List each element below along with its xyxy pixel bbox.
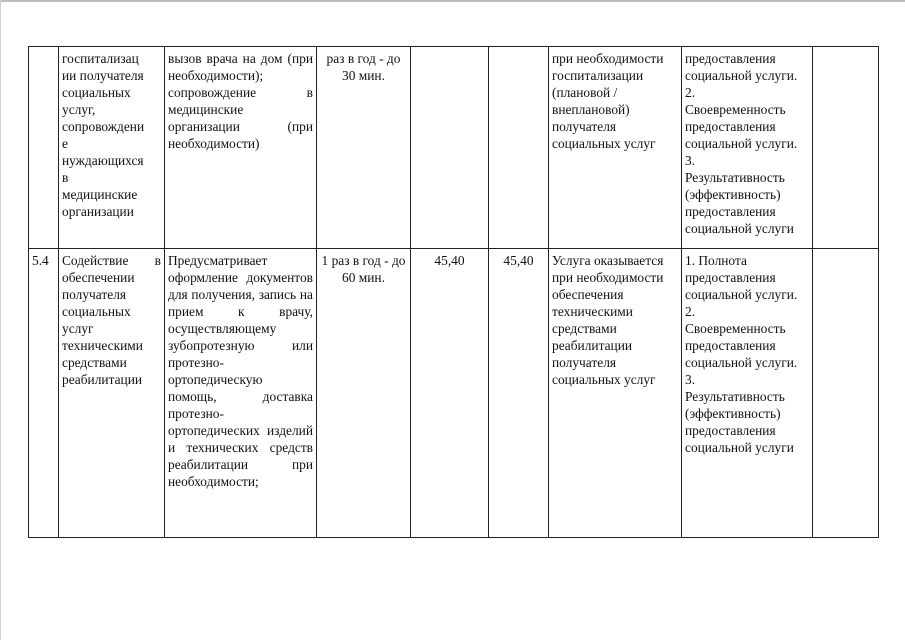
frequency-cell: раз в год - до 30 мин. bbox=[317, 47, 411, 249]
criteria-line: социальной услуги bbox=[685, 440, 794, 455]
service-name-line: госпитализац bbox=[62, 51, 139, 66]
row-number-cell bbox=[29, 47, 59, 249]
tariff-cell: 45,40 bbox=[411, 249, 489, 538]
criteria-line: 3. bbox=[685, 372, 696, 387]
service-name-line: ии получателя bbox=[62, 68, 144, 83]
criteria-cell bbox=[682, 47, 813, 249]
criteria-line: 1. Полнота bbox=[685, 253, 747, 268]
service-name-line: сопровождени bbox=[62, 119, 145, 134]
criteria-line: предоставления bbox=[685, 51, 776, 66]
criteria-line: социальной услуги. bbox=[685, 68, 798, 83]
criteria-line: (эффективность) bbox=[685, 187, 781, 202]
scan-edge-top bbox=[0, 0, 905, 2]
criteria-line: предоставления bbox=[685, 338, 776, 353]
criteria-line: социальной услуги. bbox=[685, 355, 798, 370]
conditions-cell: при необходимости госпитализации (плановой /внеплановой) получателя социальных услуг bbox=[549, 47, 682, 249]
criteria-line: Результативность bbox=[685, 389, 785, 404]
service-name-line: услуг, bbox=[62, 102, 96, 117]
extra-cell bbox=[813, 249, 879, 538]
criteria-line: предоставления bbox=[685, 119, 776, 134]
frequency-cell: 1 раз в год - до 60 мин. bbox=[317, 249, 411, 538]
table-row bbox=[29, 249, 879, 538]
criteria-line: социальной услуги bbox=[685, 221, 794, 236]
row-number-cell: 5.4 bbox=[29, 249, 59, 538]
criteria-line: 2. bbox=[685, 85, 696, 100]
criteria-line: Своевременность bbox=[685, 102, 786, 117]
criteria-line: Результативность bbox=[685, 170, 785, 185]
services-table bbox=[28, 46, 879, 538]
scan-edge-left bbox=[0, 0, 1, 640]
tariff-cell: 45,40 bbox=[489, 249, 549, 538]
criteria-line: предоставления bbox=[685, 204, 776, 219]
criteria-line: предоставления bbox=[685, 423, 776, 438]
criteria-line: 2. bbox=[685, 304, 696, 319]
criteria-line: социальной услуги. bbox=[685, 136, 798, 151]
tariff-cell bbox=[411, 47, 489, 249]
service-content-cell: вызов врача на дом (при необходимости); сопровождение в медицинские организации (при необходимости) bbox=[165, 47, 317, 249]
criteria-line: Своевременность bbox=[685, 321, 786, 336]
service-name-line: социальных bbox=[62, 85, 131, 100]
criteria-cell bbox=[682, 249, 813, 538]
service-name-line: нуждающихся bbox=[62, 153, 144, 168]
service-name-cell: Содействие в обеспечении получателя социальных услуг техническими средствами реабилитации bbox=[59, 249, 165, 538]
criteria-line: (эффективность) bbox=[685, 406, 781, 421]
criteria-line: 3. bbox=[685, 153, 696, 168]
service-name-cell bbox=[59, 47, 165, 249]
service-name-line: медицинские bbox=[62, 187, 138, 202]
service-name-line: организации bbox=[62, 204, 134, 219]
table-row bbox=[29, 47, 879, 249]
tariff-cell bbox=[489, 47, 549, 249]
conditions-cell: Услуга оказывается при необходимости обеспечения техническими средствами реабилитации получателя социальных услуг bbox=[549, 249, 682, 538]
service-name-line: е bbox=[62, 136, 68, 151]
criteria-line: социальной услуги. bbox=[685, 287, 798, 302]
service-content-cell: Предусматривает оформление документов для получения, запись на прием к врачу, осуществляющему зубопротезную или протезно-ортопедическую помощь, доставка протезно-ортопедических изделий и технических средств реабилитации при необходимости; bbox=[165, 249, 317, 538]
extra-cell bbox=[813, 47, 879, 249]
criteria-line: предоставления bbox=[685, 270, 776, 285]
service-name-line: в bbox=[62, 170, 69, 185]
